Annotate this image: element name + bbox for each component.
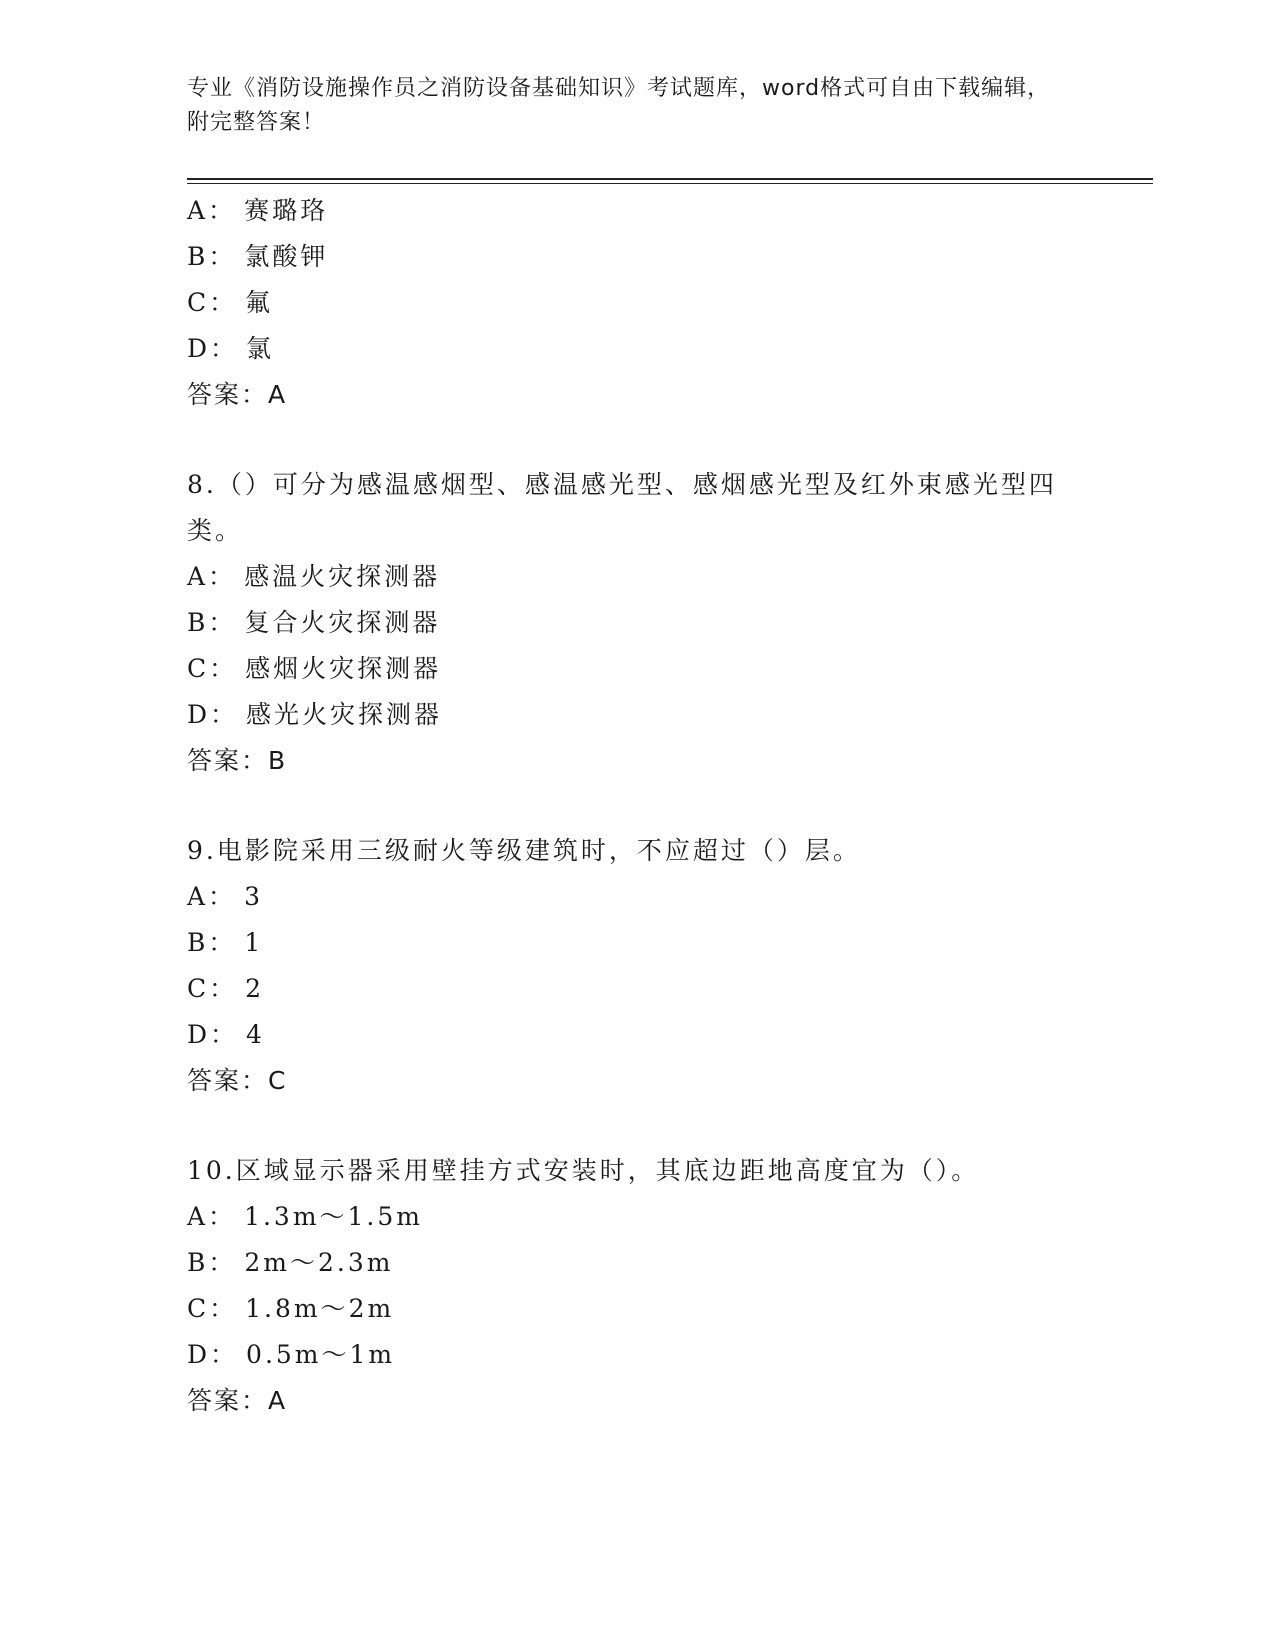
option-letter: B： bbox=[187, 608, 237, 637]
option-letter: B： bbox=[187, 1248, 237, 1277]
answer-line: 答案：C bbox=[187, 1066, 288, 1095]
option-letter: C： bbox=[187, 1294, 238, 1323]
option-c bbox=[187, 1286, 1087, 1332]
option-letter: A： bbox=[187, 882, 237, 911]
option-d bbox=[187, 1012, 1087, 1058]
option-text: 1 bbox=[244, 928, 264, 957]
answer-line: 答案：A bbox=[187, 380, 288, 409]
option-text: 0.5m～1m bbox=[246, 1340, 396, 1369]
option-a bbox=[187, 874, 1087, 920]
option-text: 复合火灾探测器 bbox=[244, 608, 441, 637]
document-header: 专业《消防设施操作员之消防设备基础知识》考试题库，word格式可自由下载编辑，附完整答案！ bbox=[187, 76, 1051, 135]
question-block-prev bbox=[187, 188, 1087, 418]
question-list bbox=[187, 188, 1087, 1424]
option-b bbox=[187, 600, 1087, 646]
question-block-10 bbox=[187, 1148, 1087, 1424]
option-text: 4 bbox=[246, 1020, 265, 1049]
option-letter: C： bbox=[187, 654, 238, 683]
option-text: 氯 bbox=[246, 334, 275, 363]
option-letter: A： bbox=[187, 1202, 237, 1231]
option-letter: D： bbox=[187, 334, 239, 363]
option-d bbox=[187, 692, 1087, 738]
answer-line: 答案：A bbox=[187, 1386, 288, 1415]
option-text: 感光火灾探测器 bbox=[246, 700, 443, 729]
option-d bbox=[187, 1332, 1087, 1378]
option-text: 1.3m～1.5m bbox=[244, 1202, 423, 1231]
option-text: 赛璐珞 bbox=[244, 196, 329, 225]
header-divider-thick bbox=[187, 178, 1153, 180]
question-block-8 bbox=[187, 462, 1087, 784]
option-letter: A： bbox=[187, 196, 237, 225]
option-text: 感温火灾探测器 bbox=[244, 562, 441, 591]
option-letter: D： bbox=[187, 1340, 239, 1369]
option-c bbox=[187, 966, 1087, 1012]
option-d bbox=[187, 326, 1087, 372]
option-text: 氟 bbox=[245, 288, 274, 317]
question-stem: 10.区域显示器采用壁挂方式安装时，其底边距地高度宜为（）。 bbox=[187, 1156, 980, 1185]
option-b bbox=[187, 1240, 1087, 1286]
question-block-9 bbox=[187, 828, 1087, 1104]
option-text: 3 bbox=[244, 882, 263, 911]
option-a bbox=[187, 188, 1087, 234]
header-divider-thin bbox=[187, 183, 1153, 184]
option-a bbox=[187, 554, 1087, 600]
option-letter: A： bbox=[187, 562, 237, 591]
option-letter: C： bbox=[187, 974, 238, 1003]
answer-line: 答案：B bbox=[187, 746, 288, 775]
option-letter: D： bbox=[187, 1020, 239, 1049]
option-b bbox=[187, 920, 1087, 966]
option-c bbox=[187, 280, 1087, 326]
option-text: 感烟火灾探测器 bbox=[245, 654, 442, 683]
question-stem: 8.（）可分为感温感烟型、感温感光型、感烟感光型及红外束感光型四类。 bbox=[187, 470, 1057, 545]
option-a bbox=[187, 1194, 1087, 1240]
spacer bbox=[187, 784, 1087, 828]
question-stem: 9.电影院采用三级耐火等级建筑时，不应超过（）层。 bbox=[187, 836, 861, 865]
option-b bbox=[187, 234, 1087, 280]
spacer bbox=[187, 1104, 1087, 1148]
option-text: 2 bbox=[245, 974, 265, 1003]
option-text: 2m～2.3m bbox=[244, 1248, 394, 1277]
option-letter: D： bbox=[187, 700, 239, 729]
option-letter: B： bbox=[187, 242, 237, 271]
option-c bbox=[187, 646, 1087, 692]
spacer bbox=[187, 418, 1087, 462]
option-letter: C： bbox=[187, 288, 238, 317]
option-letter: B： bbox=[187, 928, 237, 957]
option-text: 氯酸钾 bbox=[244, 242, 329, 271]
option-text: 1.8m～2m bbox=[245, 1294, 395, 1323]
